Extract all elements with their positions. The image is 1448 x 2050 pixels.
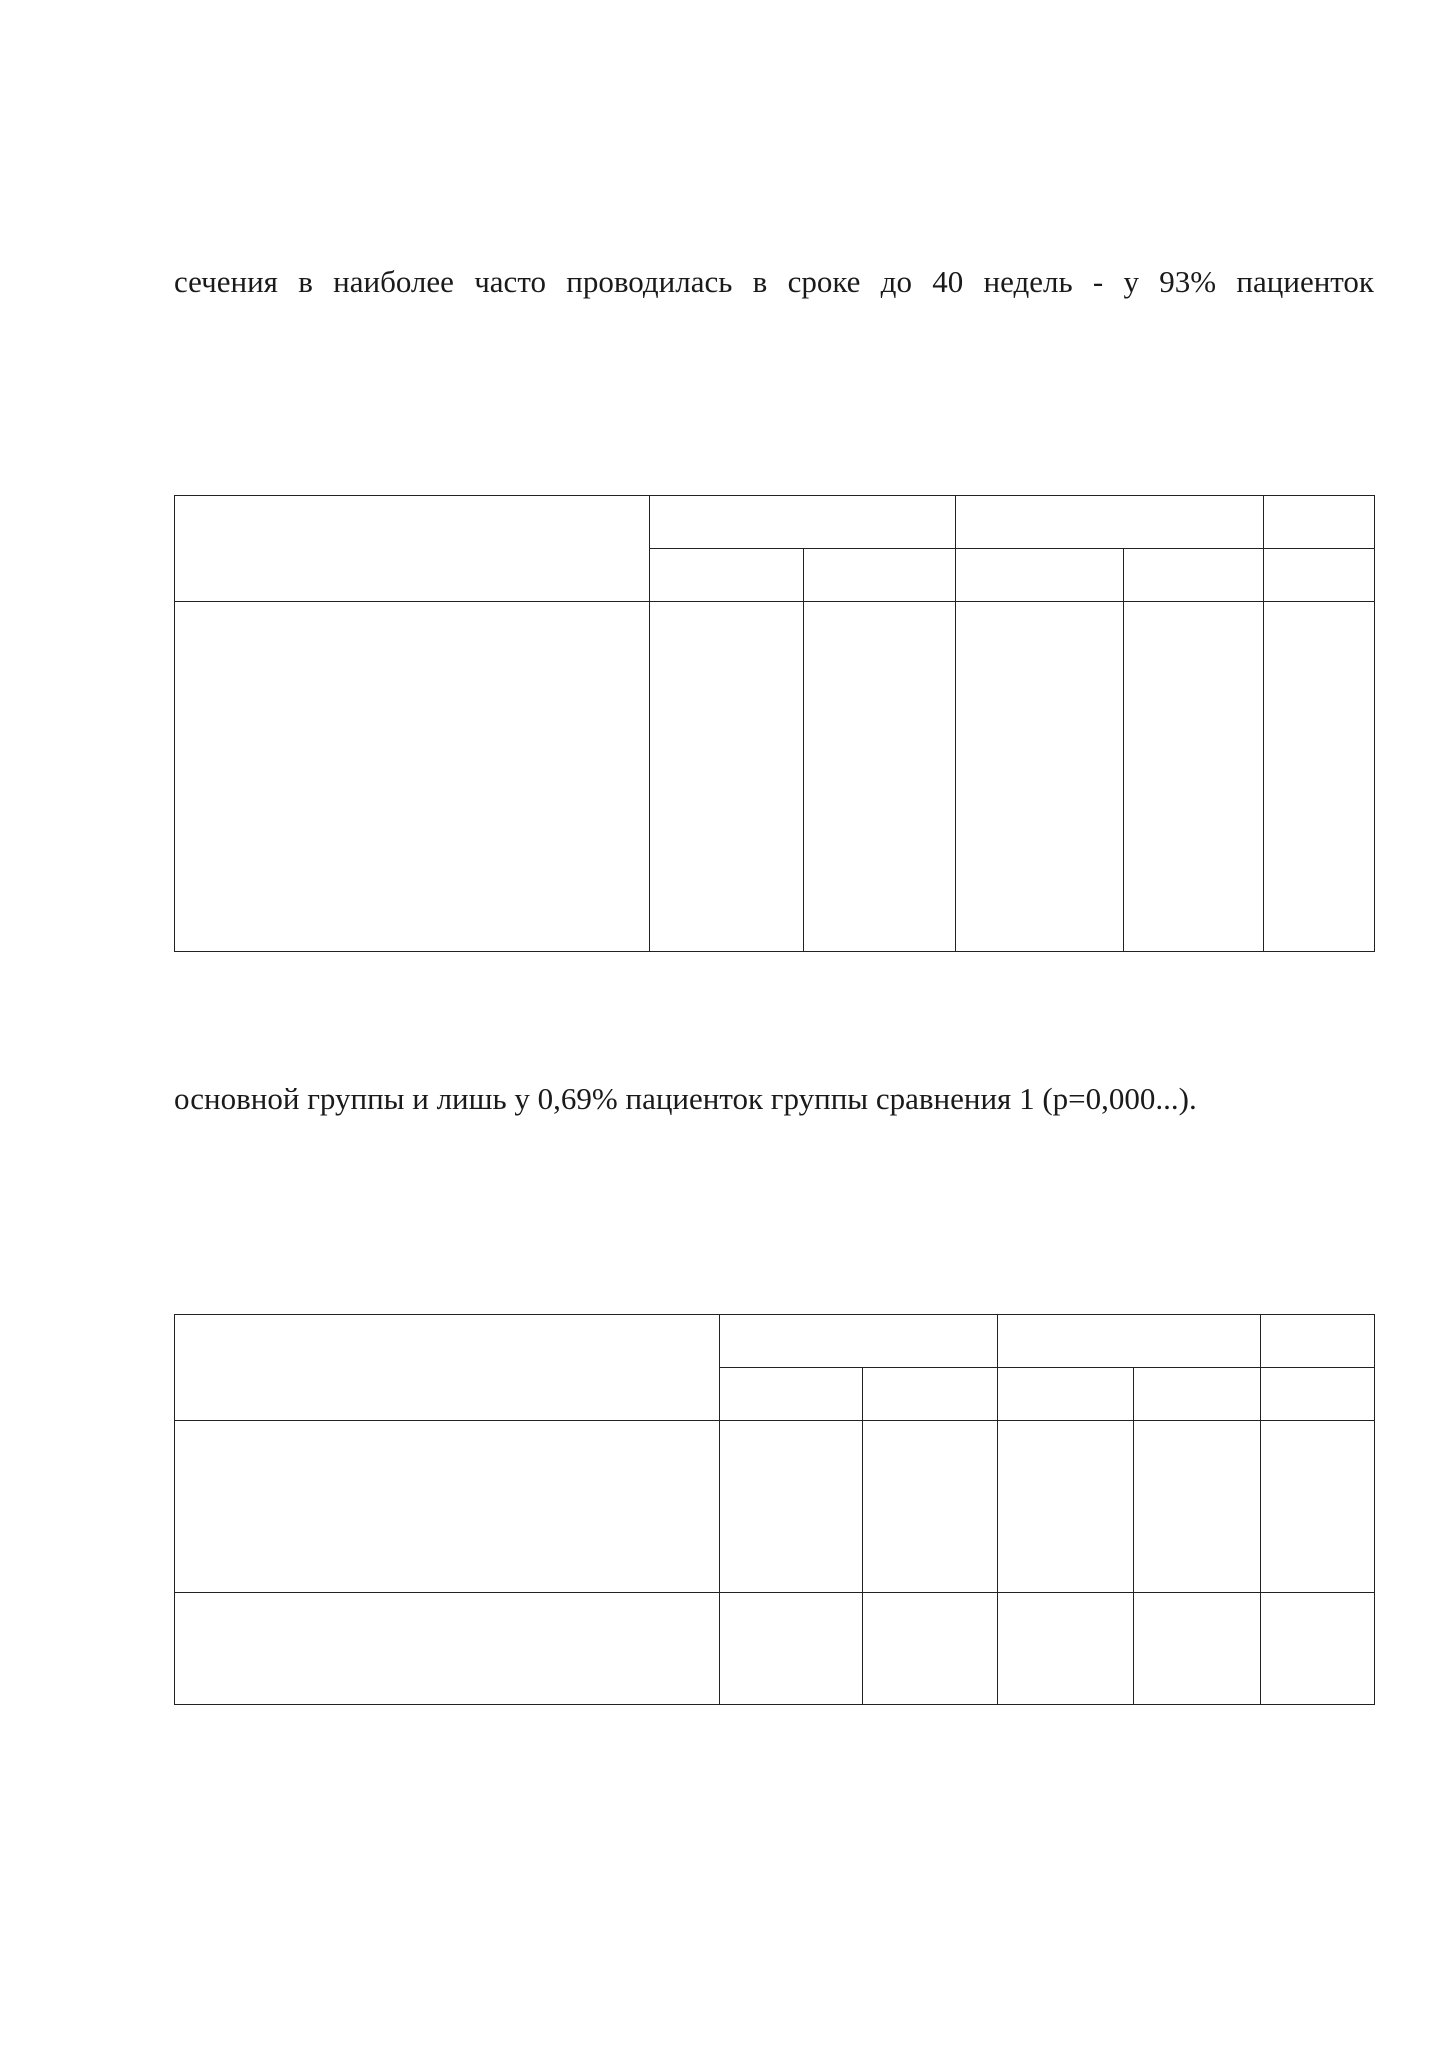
table-cell [175, 1421, 720, 1593]
table-row [175, 602, 1375, 952]
table-header-cell [1264, 496, 1375, 549]
table-header-cell [650, 549, 804, 602]
table-header-row [175, 496, 1375, 549]
table-cell [175, 602, 650, 952]
table-header-row [175, 1315, 1375, 1368]
table-row [175, 1421, 1375, 1593]
table-cell [1134, 1421, 1261, 1593]
table-header-cell [650, 496, 956, 549]
table-cell [1134, 1593, 1261, 1705]
table-cell [998, 1593, 1134, 1705]
table-header-cell [175, 1315, 720, 1421]
table-header-cell [956, 549, 1124, 602]
table-header-cell [1261, 1368, 1375, 1421]
table-cell [804, 602, 956, 952]
data-table-2 [174, 1314, 1375, 1705]
table-header-cell [1261, 1315, 1375, 1368]
table-header-cell [998, 1315, 1261, 1368]
table-cell [863, 1421, 998, 1593]
table-header-cell [1124, 549, 1264, 602]
table-cell [1261, 1421, 1375, 1593]
table-cell [863, 1593, 998, 1705]
table-cell [956, 602, 1124, 952]
table-header-cell [956, 496, 1264, 549]
table-cell [1124, 602, 1264, 952]
paragraph-line-2: основной группы и лишь у 0,69% пациенток группы сравнения 1 (р=0,000...). [174, 1081, 1197, 1116]
paragraph-line-1: сечения в наиболее часто проводилась в сроке до 40 недель - у 93% пациенток [174, 264, 1374, 299]
table-cell [1264, 602, 1375, 952]
table-cell [175, 1593, 720, 1705]
table-cell [720, 1421, 863, 1593]
table-header-cell [1134, 1368, 1261, 1421]
table-cell [720, 1593, 863, 1705]
data-table-1 [174, 495, 1375, 952]
table-header-cell [720, 1315, 998, 1368]
table-header-cell [863, 1368, 998, 1421]
table-header-cell [998, 1368, 1134, 1421]
table-header-cell [804, 549, 956, 602]
table-header-cell [175, 496, 650, 602]
table-header-cell [720, 1368, 863, 1421]
table-cell [998, 1421, 1134, 1593]
table-header-cell [1264, 549, 1375, 602]
table-cell [650, 602, 804, 952]
table-cell [1261, 1593, 1375, 1705]
table-row [175, 1593, 1375, 1705]
